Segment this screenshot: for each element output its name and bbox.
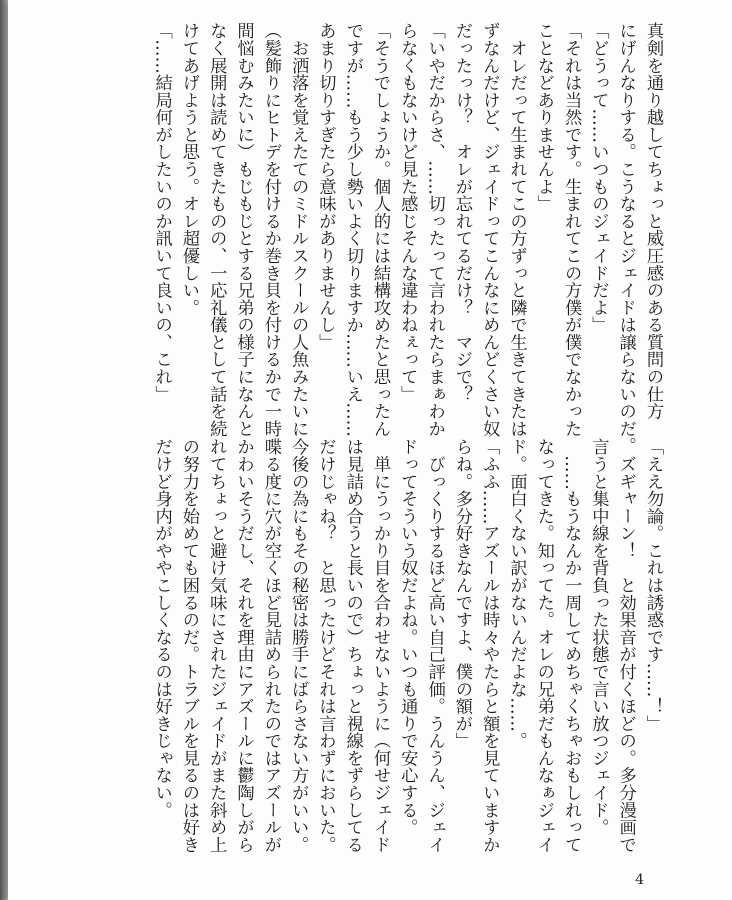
text-line: らなくもないけど見た感じそんな違わねぇって」 [397,22,418,403]
text-line: だけじゃね？ と思ったけどそれは言わずにおいた。 [315,438,336,853]
text-line: ズギャーン！ と効果音が付くほどの。多分漫画で [615,438,636,853]
text-line: 間悩むみたいに）もじもじとする兄弟の様子になんと [233,22,254,437]
text-line: ド。面白くない訳がないんだよな……。 [506,438,527,750]
binding-shadow [0,0,8,900]
lower-text-block [147,438,666,853]
text-line: 「ええ勿論。これは誘惑です……！」 [643,438,663,732]
text-line: あまり切りすぎたら意味がありませんし」 [315,22,336,351]
text-line: 単にうっかり目を合わせないように（何せジェイド [370,438,391,853]
text-line: ……もうなんか一周してめちゃくちゃおもしれって [561,438,582,853]
text-line: オレだって生まれてこの方ずっと隣で生きてきたは [506,22,527,437]
text-line: びっくりするほど高い自己評価。うんうん、ジェイ [424,438,445,853]
text-line: ドってそういう奴だよね。いつも通りで安心する。 [397,438,418,836]
text-line: 今後の為にもその秘密は勝手にばらさない方がいい。 [288,438,309,853]
text-line: らね。多分好きなんですよ、僕の額が」 [451,438,472,750]
text-line: 喋る度に穴が空くほど見詰められたのではアズールが [260,438,281,853]
book-page [8,0,732,900]
text-line: だったっけ？ オレが忘れてるだけ？ マジで？ [451,22,472,403]
text-line: なく展開は読めてきたものの、一応礼儀として話を続 [206,22,227,437]
text-line: の努力を始めても困るのだ。トラブルを見るのは好き [178,438,199,853]
text-line: ことなどありませんよ」 [533,22,554,213]
text-line: 言うと集中線を背負った状態で言い放つジェイド。 [588,438,609,836]
text-line: お洒落を覚えたてのミドルスクールの人魚みたいに [288,22,309,437]
text-line: 「どうって……いつものジェイドだよ」 [588,22,609,334]
text-line: ですが……もう少し勢いよく切りますか……いえ…… [342,22,363,437]
text-line: なってきた。知ってた。オレの兄弟だもんなぁジェイ [533,438,554,853]
text-line: は見詰め合うと長いので）ちょっと視線をずらしてる [342,438,363,853]
text-line: けてあげようと思う。オレ超優しい。 [178,22,199,316]
text-line: 「ふふ……アズールは時々やたらと額を見ていますか [479,438,500,853]
text-line: 「……結局何がしたいのか訊いて良いの、これ」 [151,22,172,403]
text-line: 「それは当然です。生まれてこの方僕が僕でなかった [561,22,582,437]
text-line: 「そうでしょうか。個人的には結構攻めたと思ったん [370,22,391,437]
text-line: ずなんだけど、ジェイドってこんなにめんどくさい奴 [479,22,500,437]
text-line: 「いやだからさ、……切ったって言われたらまぁわか [424,22,445,437]
text-line: だけど身内がややこしくなるのは好きじゃない。 [151,438,172,819]
text-line: にげんなりする。こうなるとジェイドは譲らないのだ。 [615,22,636,455]
page-number: 4 [635,872,644,888]
text-line: れてちょっと避け気味にされたジェイドがまた斜め上 [206,438,227,853]
upper-text-block [147,22,666,455]
text-line: かわいそうだし、それを理由にアズールに鬱陶しがら [233,438,254,853]
text-line: 真剣を通り越してちょっと威圧感のある質問の仕方 [643,22,663,420]
text-line: （髪飾りにヒトデを付けるか巻き貝を付けるかで一時 [260,22,281,437]
